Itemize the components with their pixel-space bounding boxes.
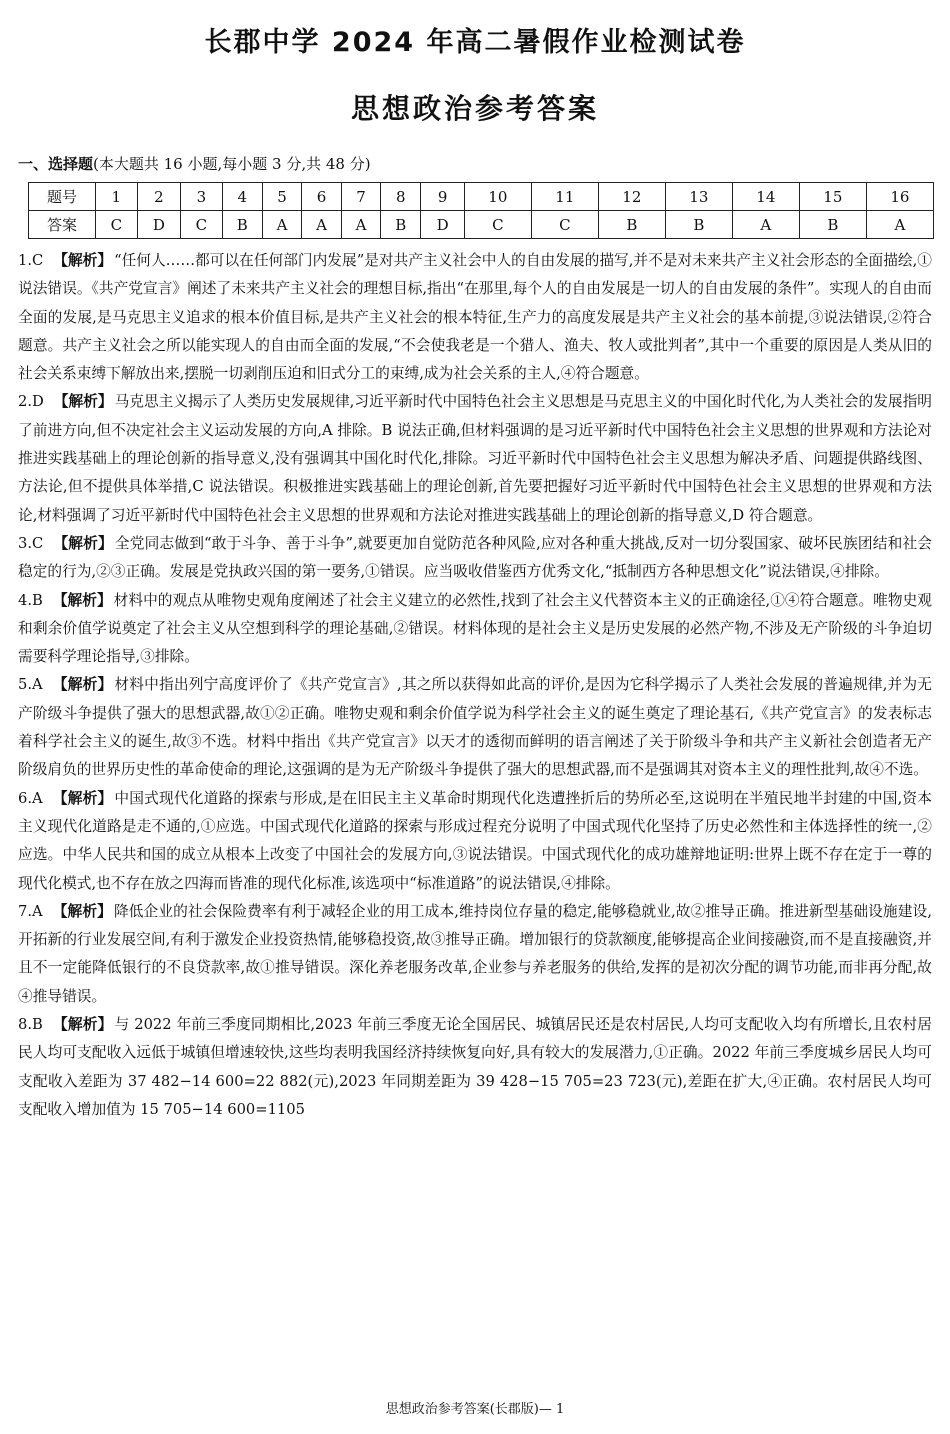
explanations-list (18, 247, 932, 1124)
explanation-number: 4.B (18, 591, 43, 609)
answer-cell: B (799, 211, 866, 239)
answer-table-answer-row (29, 211, 934, 239)
answer-cell: C (531, 211, 598, 239)
explanation-number: 5.A (18, 676, 43, 694)
answer-cell: D (421, 211, 464, 239)
question-number-cell: 7 (341, 183, 380, 211)
question-number-cell: 6 (302, 183, 341, 211)
explanation-number: 3.C (18, 534, 44, 552)
explanation-text: 马克思主义揭示了人类历史发展规律,习近平新时代中国特色社会主义思想是马克思主义的中国化时代化,为人类社会的发展指明了前进方向,但不决定社会主义运动发展的方向,A 排除。B 说法正确,但材料强调的是习近平新时代中国特色社会主义思想的世界观和方法论对推进实践基础上的理论创新的指导意义,没有强调其中国化时代化,排除。习近平新时代中国特色社会主义思想为解决矛盾、问题提供路线图、方法论,但不提供具体举措,C 说法错误。积极推进实践基础上的理论创新,首先要把握好习近平新时代中国特色社会主义思想的世界观和方法论,材料强调了习近平新时代中国特色社会主义思想的世界观和方法论对推进实践基础上的理论创新的指导意义,D 符合题意。 (18, 393, 932, 524)
answer-cell: B (598, 211, 665, 239)
question-number-cell: 2 (137, 183, 180, 211)
question-number-cell: 14 (732, 183, 799, 211)
explanation-tag: 【解析】 (52, 1016, 113, 1034)
explanation-text: 降低企业的社会保险费率有利于减轻企业的用工成本,维持岗位存量的稳定,能够稳就业,故②推导正确。推进新型基础设施建设,开拓新的行业发展空间,有利于激发企业投资热情,能够稳投资,故③推导正确。增加银行的贷款额度,能够提高企业间接融资,而不是直接融资,并且不一定能降低银行的不良贷款率,故①推导错误。深化养老服务改革,企业参与养老服务的供给,发挥的是初次分配的调节功能,而非再分配,故④推导错误。 (18, 902, 932, 1005)
explanation-tag: 【解析】 (53, 534, 113, 552)
question-number-cell: 8 (381, 183, 421, 211)
answer-cell: C (96, 211, 138, 239)
question-number-cell: 12 (598, 183, 665, 211)
answer-table-number-label: 题号 (29, 183, 96, 211)
answer-cell: C (464, 211, 531, 239)
explanation-tag: 【解析】 (52, 902, 112, 920)
explanation-tag: 【解析】 (52, 591, 112, 609)
section-heading-note: (本大题共 16 小题,每小题 3 分,共 48 分) (93, 155, 371, 173)
explanation-number: 7.A (18, 902, 43, 920)
explanation-text: 与 2022 年前三季度同期相比,2023 年前三季度无论全国居民、城镇居民还是农村居民,人均可支配收入均有所增长,且农村居民人均可支配收入远低于城镇但增速较快,这些均表明我国经济持续恢复向好,具有较大的发展潜力,①正确。2022 年前三季度城乡居民人均可支配收入差距为 37 482−14 600=22 882(元),2023 年同期差距为 39 428−15 705=23 723(元),差距在扩大,④正确。农村居民人均可支配收入增加值为 15 705−14 600=1105 (18, 1016, 932, 1118)
question-number-cell: 10 (464, 183, 531, 211)
question-number-cell: 16 (866, 183, 933, 211)
question-number-cell: 4 (222, 183, 262, 211)
answer-table-answer-label: 答案 (29, 211, 96, 239)
explanation-text: “任何人……都可以在任何部门内发展”是对共产主义社会中人的自由发展的描写,并不是对未来共产主义社会形态的全面描绘,①说法错误。《共产党宣言》阐述了未来共产主义社会的理想目标,指出“在那里,每个人的自由发展是一切人的自由发展的条件”。实现人的自由而全面的发展,是马克思主义追求的根本价值目标,是共产主义社会的根本特征,生产力的高度发展是共产主义社会的基本前提,③说法错误,②符合题意。共产主义社会之所以能实现人的自由而全面的发展,“不会使我老是一个猎人、渔夫、牧人或批判者”,其中一个重要的原因是人类从旧的社会关系束缚下解放出来,摆脱一切剥削压迫和旧式分工的束缚,成为社会关系的主人,④符合题意。 (18, 252, 932, 383)
answer-cell: A (302, 211, 341, 239)
explanation-text: 中国式现代化道路的探索与形成,是在旧民主主义革命时期现代化迭遭挫折后的势所必至,这说明在半殖民地半封建的中国,资本主义现代化道路是走不通的,①应选。中国式现代化道路的探索与形成过程充分说明了中国式现代化坚持了历史必然性和主体选择性的统一,②应选。中华人民共和国的成立从根本上改变了中国社会的发展方向,③说法错误。中国式现代化的成功雄辩地证明:世界上既不存在定于一尊的现代化模式,也不存在放之四海而皆准的现代化标准,该选项中“标准道路”的说法错误,④排除。 (18, 789, 932, 892)
explanation-item (18, 530, 932, 587)
explanation-item (18, 671, 932, 784)
answer-cell: A (732, 211, 799, 239)
explanation-tag: 【解析】 (53, 393, 113, 411)
explanation-text: 材料中的观点从唯物史观角度阐述了社会主义建立的必然性,找到了社会主义代替资本主义的正确途径,①④符合题意。唯物史观和剩余价值学说奠定了社会主义从空想到科学的理论基础,②错误。材料体现的是社会主义是历史发展的必然产物,不涉及无产阶级的斗争迫切需要科学理论指导,③排除。 (18, 591, 932, 666)
question-number-cell: 15 (799, 183, 866, 211)
section-heading (18, 153, 932, 174)
question-number-cell: 9 (421, 183, 464, 211)
explanation-item (18, 785, 932, 898)
answer-cell: B (381, 211, 421, 239)
question-number-cell: 13 (665, 183, 732, 211)
section-heading-label: 一、选择题 (18, 155, 94, 173)
page-footer: 思想政治参考答案(长郡版)— 1 (385, 1402, 565, 1417)
explanation-tag: 【解析】 (52, 676, 113, 694)
answer-cell: D (137, 211, 180, 239)
explanation-tag: 【解析】 (53, 252, 113, 269)
explanation-number: 8.B (18, 1016, 43, 1034)
explanation-tag: 【解析】 (52, 789, 113, 807)
page-title: 长郡中学 2024 年高二暑假作业检测试卷 (204, 27, 746, 58)
question-number-cell: 3 (181, 183, 223, 211)
question-number-cell: 1 (96, 183, 138, 211)
answer-cell: C (181, 211, 223, 239)
explanation-number: 1.C (18, 252, 44, 269)
explanation-item (18, 1011, 932, 1124)
explanation-item (18, 247, 932, 388)
page-subtitle: 思想政治参考答案 (350, 92, 599, 125)
explanation-number: 6.A (18, 789, 43, 807)
explanation-item (18, 587, 932, 672)
answer-cell: B (665, 211, 732, 239)
answer-cell: A (866, 211, 933, 239)
explanation-text: 材料中指出列宁高度评价了《共产党宣言》,其之所以获得如此高的评价,是因为它科学揭示了人类社会发展的普遍规律,并为无产阶级斗争提供了强大的思想武器,故①②正确。唯物史观和剩余价值学说为科学社会主义的诞生奠定了理论基石,《共产党宣言》的发表标志着科学社会主义的诞生,故③不选。材料中指出《共产党宣言》以天才的透彻而鲜明的语言阐述了关于阶级斗争和共产主义新社会创造者无产阶级肩负的世界历史性的革命使命的理论,这强调的是为无产阶级斗争提供了强大的思想武器,而不是强调其对资本主义的理性批判,故④不选。 (18, 676, 932, 779)
explanation-number: 2.D (18, 393, 44, 411)
explanation-item (18, 388, 932, 529)
answer-cell: A (262, 211, 301, 239)
answer-table-number-row (29, 183, 934, 211)
answer-cell: A (341, 211, 380, 239)
answer-cell: B (222, 211, 262, 239)
question-number-cell: 5 (262, 183, 301, 211)
explanation-item (18, 898, 932, 1011)
question-number-cell: 11 (531, 183, 598, 211)
answer-table (28, 182, 934, 239)
explanation-text: 全党同志做到“敢于斗争、善于斗争”,就要更加自觉防范各种风险,应对各种重大挑战,反对一切分裂国家、破坏民族团结和社会稳定的行为,②③正确。发展是党执政兴国的第一要务,①错误。应当吸收借鉴西方优秀文化,“抵制西方各种思想文化”说法错误,④排除。 (18, 534, 932, 581)
